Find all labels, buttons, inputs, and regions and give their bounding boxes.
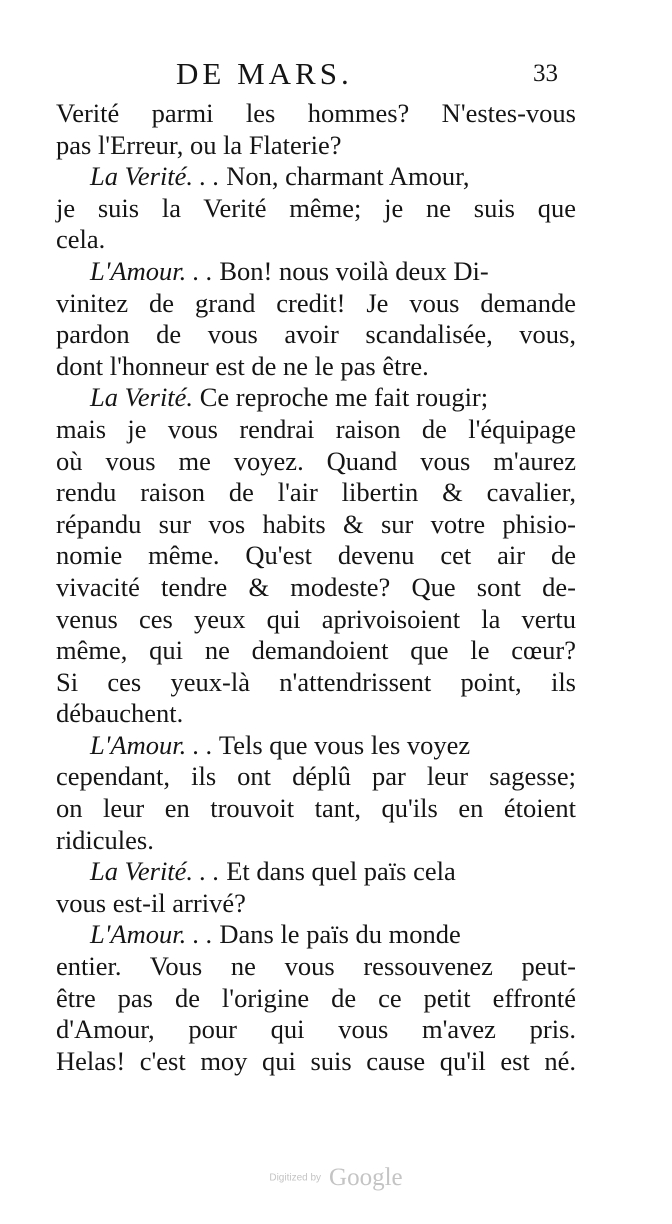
speech-text: Dans le païs du monde [212,919,461,950]
speech-text: Ce reproche me fait rougir; [193,382,489,413]
text-line: Si ces yeux-là n'attendrissent point, ils [56,666,576,697]
text-line: cependant, ils ont déplû par leur sagesse; [56,761,576,792]
speaker-name: La Verité. . . [90,856,220,887]
text-line: Helas! c'est moy qui suis cause qu'il est né. [56,1045,576,1076]
speech-text: Non, charmant Amour, [219,161,470,192]
digitized-label: Digitized by [269,1172,322,1184]
speaker-name: La Verité. [90,382,194,413]
text-line: répandu sur vos habits & sur votre phisio- [56,508,576,539]
text-line: cela. [56,224,106,255]
page-number: 33 [533,60,558,87]
text-line: venus ces yeux qui aprivoisoient la vertu [56,603,576,634]
text-line: mais je vous rendrai raison de l'équipage [56,413,576,444]
speech-text: Et dans quel païs cela [219,856,456,887]
text-line: nomie même. Qu'est devenu cet air de [56,540,576,571]
text-line: vivacité tendre & modeste? Que sont de- [56,571,576,602]
text-line [56,161,576,193]
text-line: pas l'Erreur, ou la Flaterie? [56,129,342,160]
text-line [56,730,576,762]
google-logo: Google [329,1164,403,1191]
running-title: DE MARS. [176,56,353,91]
running-head [0,56,672,96]
text-line: être pas de l'origine de ce petit effronté [56,982,576,1013]
speech-text: Tels que vous les voyez [212,729,471,760]
text-line: ridicules. [56,824,154,855]
text-line: dont l'honneur est de ne le pas être. [56,350,429,381]
text-line: rendu raison de l'air libertin & cavalier, [56,477,576,508]
speaker-name: L'Amour. . . [90,919,213,950]
digitization-watermark [0,1164,672,1192]
text-line: Verité parmi les hommes? N'estes-vous [56,98,576,128]
text-line: même, qui ne demandoient que le cœur? [56,635,576,666]
speaker-name: La Verité. . . [90,161,220,192]
text-line: on leur en trouvoit tant, qu'ils en étoient [56,793,576,824]
speaker-name: L'Amour. . . [90,729,213,760]
text-line [56,256,576,288]
text-line: où vous me voyez. Quand vous m'aurez [56,445,576,476]
text-line [56,919,576,951]
speaker-name: L'Amour. . . [90,255,213,286]
text-line: d'Amour, pour qui vous m'avez pris. [56,1014,576,1045]
speech-text: Bon! nous voilà deux Di- [212,255,489,286]
body-text [56,98,576,1077]
text-line: entier. Vous ne vous ressouvenez peut- [56,951,576,982]
text-line: je suis la Verité même; je ne suis que [56,192,576,223]
text-line: pardon de vous avoir scandalisée, vous, [56,319,576,350]
text-line: débauchent. [56,698,184,729]
text-line [56,382,576,414]
text-line: vous est-il arrivé? [56,887,246,918]
text-line: vinitez de grand credit! Je vous demande [56,287,576,318]
text-line [56,856,576,888]
